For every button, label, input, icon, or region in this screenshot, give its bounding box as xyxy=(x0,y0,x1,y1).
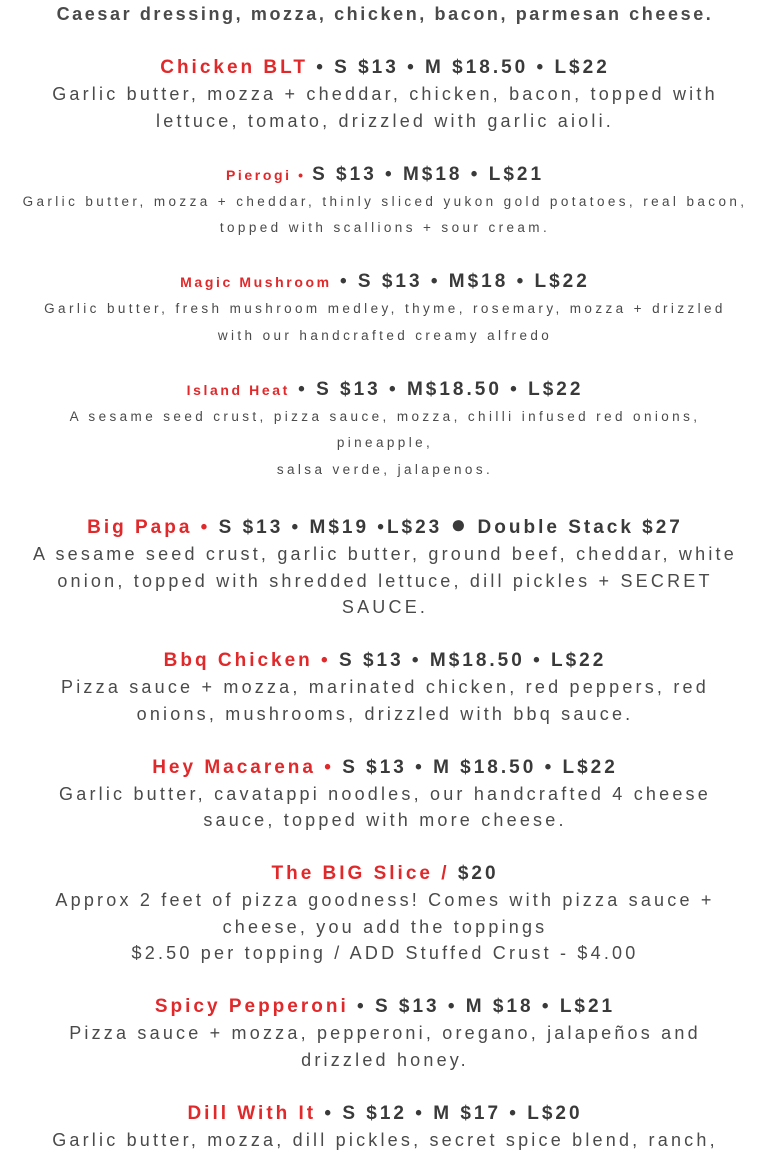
description-line: Garlic butter, mozza + cheddar, thinly sliced yukon gold potatoes, real bacon, xyxy=(18,189,752,216)
description-line: A sesame seed crust, garlic butter, ground beef, cheddar, white xyxy=(22,541,748,568)
description-line: lettuce, tomato, drizzled with garlic aioli. xyxy=(22,108,748,135)
menu-item-price: • S $12 • M $17 • L$20 xyxy=(316,1103,582,1124)
menu-item-description xyxy=(0,81,770,134)
description-line: salsa verde, jalapenos. xyxy=(18,457,752,484)
menu-item-title xyxy=(0,514,770,541)
description-line: drizzled honey. xyxy=(22,1047,748,1074)
menu-item-title xyxy=(0,161,770,189)
menu-item-big-slice xyxy=(0,860,770,967)
menu-item-description xyxy=(0,189,770,242)
menu-item-chicken-caesar xyxy=(0,0,770,28)
menu-item-price: • S $13 • M$18 • L$22 xyxy=(332,271,590,292)
description-line: onions, mushrooms, drizzled with bbq sauce. xyxy=(22,701,748,728)
menu-item-description xyxy=(0,781,770,834)
menu-item-title xyxy=(0,1100,770,1127)
description-line: cheese, you add the toppings xyxy=(22,914,748,941)
menu-item-description xyxy=(0,541,770,621)
menu-item-title xyxy=(0,647,770,674)
menu-item-description xyxy=(0,404,770,484)
menu-item-title xyxy=(0,993,770,1020)
description-line: SAUCE. xyxy=(22,594,748,621)
description-line: sauce, topped with more cheese. xyxy=(22,807,748,834)
menu-item-name: Pierogi • xyxy=(226,167,312,183)
menu-item-title xyxy=(0,54,770,81)
menu-item-hey-macarena xyxy=(0,754,770,834)
menu-item-chicken-blt xyxy=(0,54,770,134)
description-line: topped with scallions + sour cream. xyxy=(18,215,752,242)
menu-item-spicy-pepperoni xyxy=(0,993,770,1073)
description-line: Garlic butter, fresh mushroom medley, thyme, rosemary, mozza + drizzled xyxy=(18,296,752,323)
menu-item-name: The BIG Slice / xyxy=(271,863,457,884)
menu-item-price: S $13 • M$18 • L$21 xyxy=(312,164,544,185)
menu-item-name: Magic Mushroom xyxy=(180,274,332,290)
menu-item-price: S $13 • M$19 •L$23 xyxy=(219,517,451,538)
description-line: Garlic butter, mozza + cheddar, chicken, bacon, topped with xyxy=(22,81,748,108)
menu-item-bbq-chicken xyxy=(0,647,770,727)
menu-item-magic-mushroom xyxy=(0,268,770,349)
menu-item-name: Big Papa • xyxy=(87,517,219,538)
description-line: Garlic butter, mozza, dill pickles, secret spice blend, ranch, xyxy=(22,1127,748,1153)
menu-item-description xyxy=(0,1127,770,1153)
description-line: Garlic butter, cavatappi noodles, our handcrafted 4 cheese xyxy=(22,781,748,808)
menu-item-price: $20 xyxy=(458,863,499,884)
menu-item-price: • S $13 • M $18.50 • L$22 xyxy=(308,57,610,78)
menu-item-description xyxy=(0,296,770,349)
menu-item-name: Chicken BLT xyxy=(160,57,308,78)
menu-item-price-extra: Double Stack $27 xyxy=(469,517,683,538)
menu-item-pierogi xyxy=(0,161,770,242)
description-line: Caesar dressing, mozza, chicken, bacon, parmesan cheese. xyxy=(22,1,748,28)
menu-item-price: S $13 • M$18.50 • L$22 xyxy=(339,650,606,671)
description-line: onion, topped with shredded lettuce, dill pickles + SECRET xyxy=(22,568,748,595)
menu-item-name: Dill With It xyxy=(187,1103,316,1124)
menu-item-name: Island Heat xyxy=(187,382,290,398)
description-line: Approx 2 feet of pizza goodness! Comes with pizza sauce + xyxy=(22,887,748,914)
menu-item-dill-with-it xyxy=(0,1100,770,1153)
menu-item-price: • S $13 • M $18 • L$21 xyxy=(349,996,615,1017)
description-line: Pizza sauce + mozza, pepperoni, oregano, jalapeños and xyxy=(22,1020,748,1047)
menu-item-price: S $13 • M $18.50 • L$22 xyxy=(342,757,618,778)
bullet-icon: ● xyxy=(451,509,470,539)
menu-item-title xyxy=(0,754,770,781)
menu-item-price: • S $13 • M$18.50 • L$22 xyxy=(290,379,584,400)
menu-item-title xyxy=(0,268,770,296)
menu-item-island-heat xyxy=(0,376,770,484)
menu-item-big-papa xyxy=(0,514,770,621)
menu-item-description xyxy=(0,887,770,967)
menu-item-name: Spicy Pepperoni xyxy=(155,996,349,1017)
menu-item-title xyxy=(0,860,770,887)
description-line: $2.50 per topping / ADD Stuffed Crust - $4.00 xyxy=(22,940,748,967)
description-line: with our handcrafted creamy alfredo xyxy=(18,323,752,350)
menu-item-name: Hey Macarena • xyxy=(152,757,342,778)
menu-item-description xyxy=(0,1,770,28)
menu-item-description xyxy=(0,674,770,727)
menu-item-title xyxy=(0,376,770,404)
menu-item-description xyxy=(0,1020,770,1073)
description-line: Pizza sauce + mozza, marinated chicken, red peppers, red xyxy=(22,674,748,701)
description-line: A sesame seed crust, pizza sauce, mozza, chilli infused red onions, pineapple, xyxy=(18,404,752,457)
menu-item-name: Bbq Chicken • xyxy=(164,650,339,671)
